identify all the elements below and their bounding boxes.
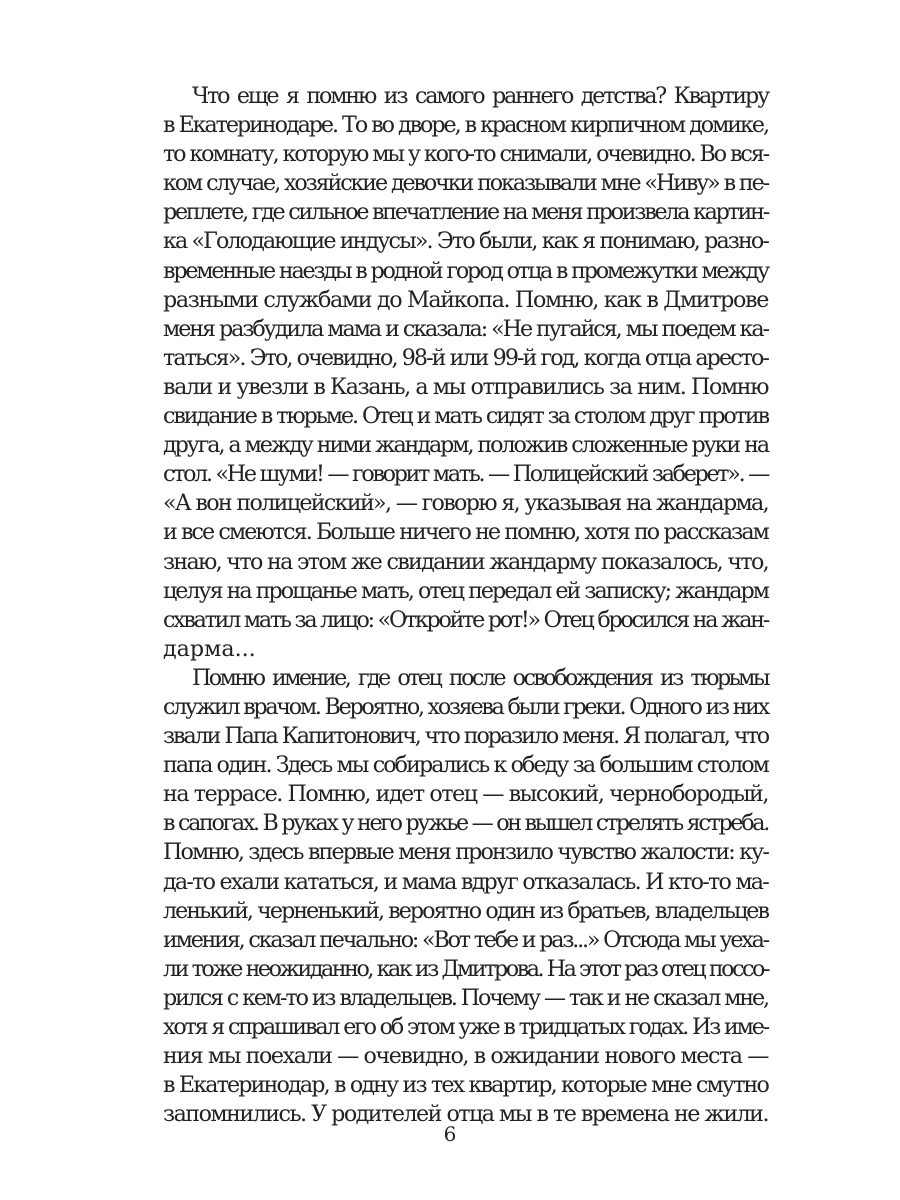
text-line: хотя я спрашивал его об этом уже в тридцатых годах. Из име- xyxy=(163,1014,768,1040)
text-line: временные наезды в родной город отца в промежутки между xyxy=(163,257,768,284)
text-line: звали Папа Капитонович, что поразило меня. Я полагал, что xyxy=(163,723,768,750)
text-line: стол. «Не шуми! — говорит мать. — Полицейский заберет». — xyxy=(163,461,768,488)
text-line: «А вон полицейский», — говорю я, указывая на жандарма, xyxy=(163,490,768,517)
paragraph xyxy=(163,664,768,1130)
body-text xyxy=(163,82,768,1129)
text-line: в сапогах. В руках у него ружье — он вышел стрелять ястреба. xyxy=(163,810,768,837)
text-line: дарма... xyxy=(163,635,256,662)
text-line: Помню имение, где отец после освобождения из тюрьмы xyxy=(192,664,768,691)
text-line: ли тоже неожиданно, как из Дмитрова. На этот раз отец поссо- xyxy=(163,955,768,982)
text-line: в Екатеринодаре. То во дворе, в красном кирпичном домике, xyxy=(163,112,768,139)
text-line: свидание в тюрьме. Отец и мать сидят за столом друг против xyxy=(163,403,768,430)
text-line: ния мы поехали — очевидно, в ожидании нового места — xyxy=(163,1043,768,1070)
text-line: ка «Голодающие индусы». Это были, как я понимаю, разно- xyxy=(163,228,768,255)
text-line: меня разбудила мама и сказала: «Не пугайся, мы поедем ка- xyxy=(163,315,768,342)
text-line: вали и увезли в Казань, а мы отправились за ним. Помню xyxy=(163,373,768,400)
text-line: Помню, здесь впервые меня пронзило чувство жалости: ку- xyxy=(163,839,768,866)
text-line: имения, сказал печально: «Вот тебе и раз...» Отсюда мы уеха- xyxy=(163,926,768,953)
text-line: ленький, черненький, вероятно один из братьев, владельцев xyxy=(163,897,768,924)
text-line: целуя на прощанье мать, отец передал ей записку; жандарм xyxy=(163,577,768,604)
text-line: служил врачом. Вероятно, хозяева были греки. Одного из них xyxy=(163,693,768,720)
text-line: рился с кем-то из владельцев. Почему — так и не сказал мне, xyxy=(163,984,768,1011)
text-line: схватил мать за лицо: «Откройте рот!» Отец бросился на жан- xyxy=(163,606,768,633)
page-number: 6 xyxy=(443,1122,457,1146)
text-line: знаю, что на этом же свидании жандарму показалось, что, xyxy=(163,548,768,575)
text-line: и все смеются. Больше ничего не помню, хотя по рассказам xyxy=(163,519,768,546)
text-line: на террасе. Помню, идет отец — высокий, чернобородый, xyxy=(163,781,768,808)
text-line: то комнату, которую мы у кого-то снимали, очевидно. Во вся- xyxy=(163,141,768,168)
text-line: ком случае, хозяйские девочки показывали мне «Ниву» в пе- xyxy=(163,170,769,197)
text-line: да-то ехали кататься, и мама вдруг отказалась. И кто-то ма- xyxy=(163,868,768,895)
text-line: папа один. Здесь мы собирались к обеду за большим столом xyxy=(163,752,768,779)
text-line: Что еще я помню из самого раннего детства? Квартиру xyxy=(192,83,768,109)
text-line: реплете, где сильное впечатление на меня произвела картин- xyxy=(163,199,768,226)
text-line: разными службами до Майкопа. Помню, как в Дмитрове xyxy=(163,286,768,313)
paragraph xyxy=(163,82,768,664)
text-line: друга, а между ними жандарм, положив сложенные руки на xyxy=(163,432,768,459)
text-line: в Екатеринодар, в одну из тех квартир, которые мне смутно xyxy=(163,1072,768,1099)
text-line: таться». Это, очевидно, 98-й или 99-й год, когда отца аресто- xyxy=(163,344,768,371)
text-line: запомнились. У родителей отца мы в те времена не жили. xyxy=(163,1101,768,1128)
